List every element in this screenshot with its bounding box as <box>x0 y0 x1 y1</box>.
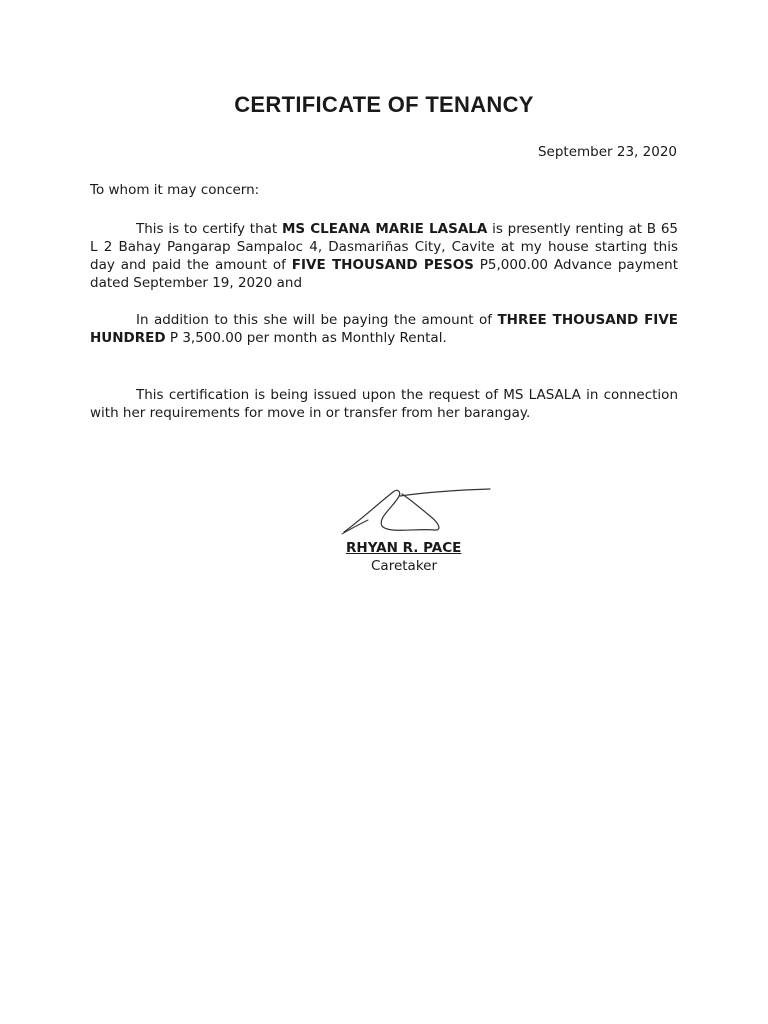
salutation: To whom it may concern: <box>90 182 260 198</box>
handwritten-signature <box>338 484 498 544</box>
paragraph2-text-1: In addition to this she will be paying the amount of <box>136 312 498 328</box>
paragraph1-text-1: This is to certify that <box>136 221 282 237</box>
paragraph-monthly-rent <box>90 311 678 347</box>
paragraph-purpose <box>90 386 678 422</box>
advance-amount-words: FIVE THOUSAND PESOS <box>291 257 474 273</box>
rent-amount-words: THREE THOUSAND FIVE HUNDRED <box>90 312 678 346</box>
paragraph-certification <box>90 220 678 292</box>
paragraph1-text-3: P5,000.00 Advance payment dated September 19, 2020 and <box>90 257 678 291</box>
document-title: CERTIFICATE OF TENANCY <box>234 92 534 117</box>
document-date: September 23, 2020 <box>537 144 677 160</box>
signatory-name: RHYAN R. PACE <box>346 540 462 556</box>
paragraph3-text: This certification is being issued upon the request of MS LASALA in connection with her requirements for move in or transfer from her barangay. <box>90 387 678 421</box>
tenant-name: MS CLEANA MARIE LASALA <box>281 221 488 237</box>
signatory-title: Caretaker <box>371 558 438 574</box>
paragraph1-text-2: is presently renting at B 65 L 2 Bahay Pangarap Sampaloc 4, Dasmariñas City, Cavite at my house starting this day and paid the amount of <box>90 221 678 273</box>
paragraph2-text-2: P 3,500.00 per month as Monthly Rental. <box>165 330 447 346</box>
